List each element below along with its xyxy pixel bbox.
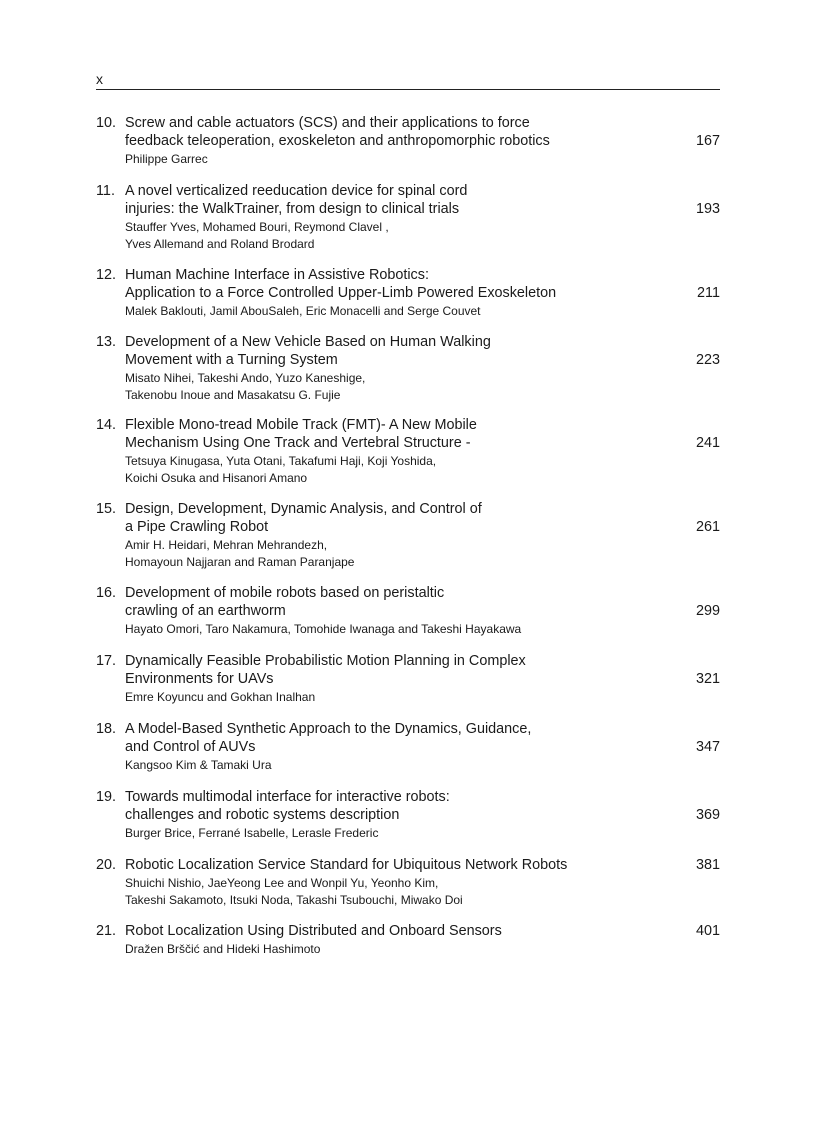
chapter-title: A novel verticalized reeducation device for spinal cord — [125, 183, 468, 199]
chapter-title: Development of a New Vehicle Based on Human Walking — [125, 334, 491, 350]
chapter-body — [125, 333, 685, 403]
chapter-page-number: 369 — [695, 807, 720, 823]
chapter-title: Application to a Force Controlled Upper-Limb Powered Exoskeleton — [125, 285, 557, 301]
author-line: Malek Baklouti, Jamil AbouSaleh, Eric Monacelli and Serge Couvet — [125, 304, 481, 318]
chapter-title: Human Machine Interface in Assistive Robotics: — [125, 267, 429, 283]
chapter-number: 12. — [96, 267, 117, 283]
chapter-body — [125, 652, 685, 706]
author-line: Amir H. Heidari, Mehran Mehrandezh, — [125, 538, 328, 552]
author-line: Takeshi Sakamoto, Itsuki Noda, Takashi Tsubouchi, Miwako Doi — [125, 892, 463, 907]
author-line: Kangsoo Kim & Tamaki Ura — [125, 758, 272, 772]
chapter-title: Environments for UAVs — [125, 671, 274, 687]
chapter-authors — [125, 825, 685, 842]
chapter-title: Flexible Mono-tread Mobile Track (FMT)- A New Mobile — [125, 417, 477, 433]
author-line: Tetsuya Kinugasa, Yuta Otani, Takafumi Haji, Koji Yoshida, — [125, 454, 437, 468]
chapter-number: 11. — [96, 183, 115, 199]
chapter-authors — [125, 689, 685, 706]
chapter-page-number: 299 — [695, 603, 720, 619]
chapter-authors — [125, 219, 685, 252]
chapter-title: a Pipe Crawling Robot — [125, 519, 269, 535]
chapter-number: 20. — [96, 857, 117, 873]
chapter-title: Screw and cable actuators (SCS) and their applications to force — [125, 115, 530, 131]
chapter-page-number: 381 — [695, 857, 720, 873]
chapter-number: 10. — [96, 115, 117, 131]
chapter-body — [125, 266, 685, 320]
chapter-authors — [125, 875, 685, 908]
chapter-number: 18. — [96, 721, 117, 737]
chapter-title: and Control of AUVs — [125, 739, 256, 755]
chapter-authors — [125, 453, 685, 486]
chapter-title: injuries: the WalkTrainer, from design to clinical trials — [125, 201, 460, 217]
chapter-page-number: 211 — [697, 285, 720, 301]
author-line: Homayoun Najjaran and Raman Paranjape — [125, 554, 355, 569]
chapter-title: Development of mobile robots based on peristaltic — [125, 585, 445, 601]
chapter-page-number: 241 — [695, 435, 720, 451]
chapter-authors — [125, 370, 685, 403]
roman-page-number: x — [96, 71, 103, 87]
chapter-number: 15. — [96, 501, 117, 517]
chapter-body — [125, 500, 685, 570]
chapter-body — [125, 182, 685, 252]
chapter-title: Mechanism Using One Track and Vertebral Structure - — [125, 435, 471, 451]
author-line: Misato Nihei, Takeshi Ando, Yuzo Kaneshige, — [125, 371, 366, 385]
chapter-body — [125, 788, 685, 842]
author-line: Koichi Osuka and Hisanori Amano — [125, 470, 308, 485]
chapter-body — [125, 720, 685, 774]
author-line: Shuichi Nishio, JaeYeong Lee and Wonpil Yu, Yeonho Kim, — [125, 876, 439, 890]
chapter-authors — [125, 621, 685, 638]
chapter-page-number: 261 — [695, 519, 720, 535]
chapter-body — [125, 922, 685, 958]
chapter-title: Towards multimodal interface for interactive robots: — [125, 789, 450, 805]
chapter-title: challenges and robotic systems description — [125, 807, 400, 823]
chapter-authors — [125, 941, 685, 958]
author-line: Takenobu Inoue and Masakatsu G. Fujie — [125, 387, 341, 402]
author-line: Philippe Garrec — [125, 152, 208, 166]
chapter-body — [125, 114, 685, 168]
author-line: Stauffer Yves, Mohamed Bouri, Reymond Clavel , — [125, 220, 389, 234]
chapter-body — [125, 416, 685, 486]
author-line: Hayato Omori, Taro Nakamura, Tomohide Iwanaga and Takeshi Hayakawa — [125, 622, 522, 636]
chapter-title: Dynamically Feasible Probabilistic Motion Planning in Complex — [125, 653, 526, 669]
chapter-number: 19. — [96, 789, 117, 805]
chapter-number: 13. — [96, 334, 117, 350]
chapter-title: Robotic Localization Service Standard for Ubiquitous Network Robots — [125, 857, 568, 873]
chapter-page-number: 193 — [695, 201, 720, 217]
page-header — [96, 68, 720, 90]
chapter-page-number: 223 — [695, 352, 720, 368]
chapter-page-number: 321 — [695, 671, 720, 687]
author-line: Dražen Brščić and Hideki Hashimoto — [125, 942, 321, 956]
chapter-authors — [125, 757, 685, 774]
author-line: Yves Allemand and Roland Brodard — [125, 236, 315, 251]
author-line: Emre Koyuncu and Gokhan Inalhan — [125, 690, 316, 704]
chapter-authors — [125, 151, 685, 168]
chapter-number: 21. — [96, 923, 117, 939]
chapter-title: Movement with a Turning System — [125, 352, 338, 368]
chapter-title: A Model-Based Synthetic Approach to the Dynamics, Guidance, — [125, 721, 532, 737]
author-line: Burger Brice, Ferrané Isabelle, Lerasle Frederic — [125, 826, 379, 840]
chapter-number: 16. — [96, 585, 117, 601]
chapter-body — [125, 584, 685, 638]
chapter-number: 17. — [96, 653, 117, 669]
chapter-page-number: 347 — [695, 739, 720, 755]
chapter-authors — [125, 303, 685, 320]
chapter-title: Robot Localization Using Distributed and Onboard Sensors — [125, 923, 502, 939]
chapter-body — [125, 856, 685, 908]
chapter-authors — [125, 537, 685, 570]
chapter-title: feedback teleoperation, exoskeleton and anthropomorphic robotics — [125, 133, 550, 149]
chapter-number: 14. — [96, 417, 117, 433]
chapter-page-number: 401 — [695, 923, 720, 939]
chapter-page-number: 167 — [695, 133, 720, 149]
chapter-title: Design, Development, Dynamic Analysis, and Control of — [125, 501, 482, 517]
chapter-title: crawling of an earthworm — [125, 603, 286, 619]
